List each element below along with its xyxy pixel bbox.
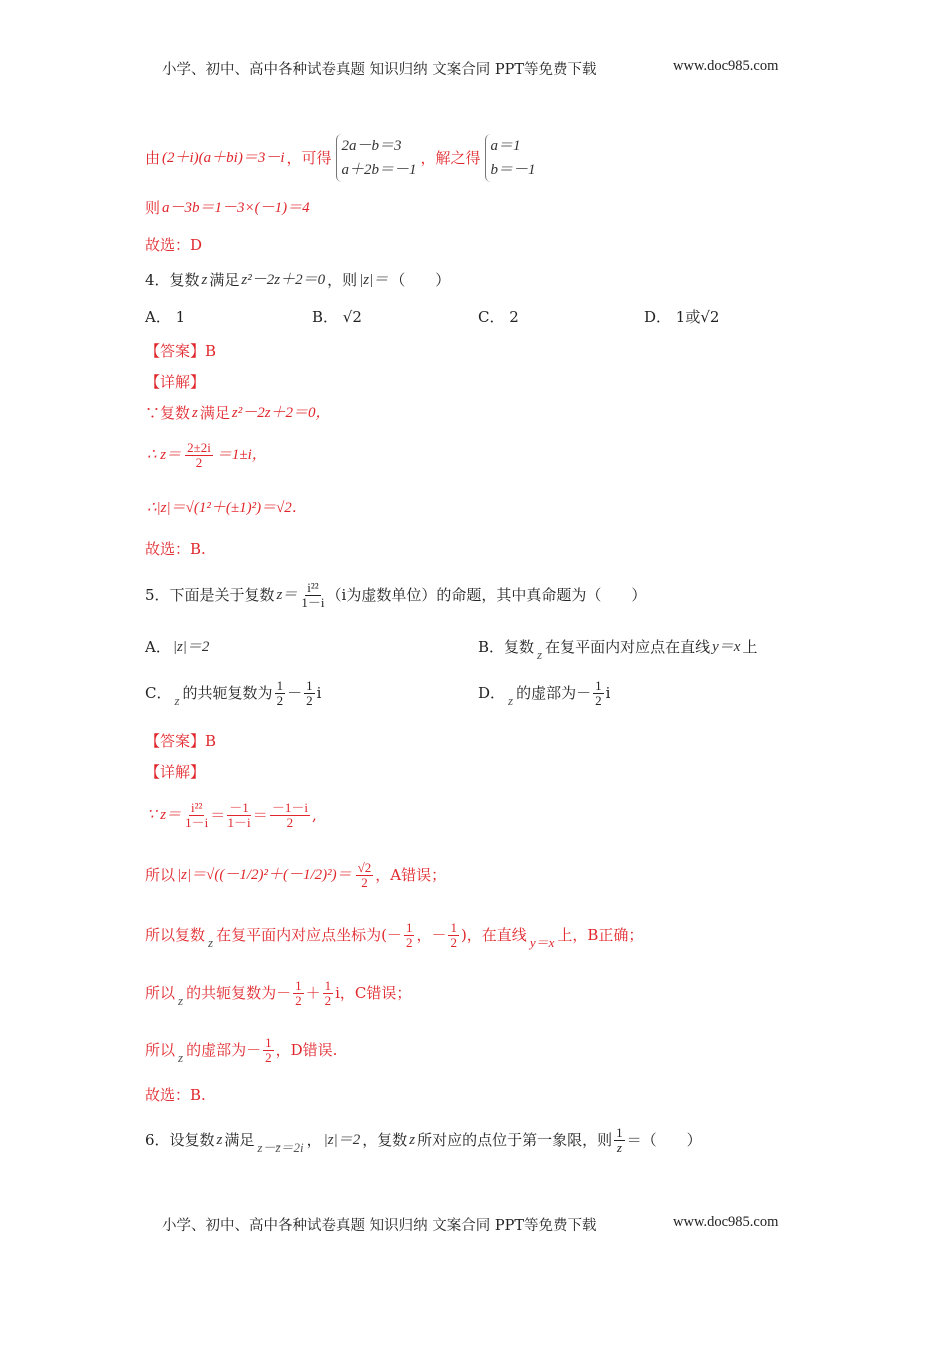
num: i²² [190, 799, 203, 815]
fraction [404, 921, 415, 950]
m: |z|＝2 [172, 639, 210, 655]
q4-option-c: C． 2 [478, 308, 519, 326]
m: |z|＝ [359, 272, 389, 288]
m: ∵ z＝ [147, 807, 182, 823]
t: ， [306, 1131, 322, 1149]
q5-pick: 故选：B. [145, 1086, 206, 1104]
footer-text: 小学、初中、高中各种试卷真题 知识归纳 文案合同 PPT等免费下载 [162, 1218, 597, 1234]
num: 1 [276, 677, 284, 693]
t: i [316, 684, 322, 702]
q5-option-b [478, 637, 758, 662]
t: 6．设复数 [145, 1131, 215, 1149]
m: ∴ z＝ [147, 447, 182, 463]
m: z [537, 647, 543, 662]
den: 2 [595, 692, 602, 708]
eq: a＋2b＝－1 [341, 162, 417, 178]
m: z [216, 1132, 223, 1148]
fraction [301, 581, 324, 610]
q4-answer: 【答案】B [145, 342, 217, 360]
t: － [287, 684, 303, 702]
num: －1－i [271, 799, 308, 815]
t: 的虚部为－ [186, 1041, 262, 1059]
den: 1－i [227, 814, 251, 830]
t: 满足 [209, 271, 240, 289]
t: D． [478, 684, 506, 702]
t: C． [145, 684, 172, 702]
q5-option-c [145, 677, 322, 708]
q5-step1: ∵ z＝ $\frac{\text{i²²}}{1-i}$ ＝ $\frac{-1}{1-i}$ ＝ $\frac{-1-i}{2}$ , [147, 799, 317, 830]
num: 1 [595, 677, 602, 693]
t: 所以复数 [145, 926, 206, 944]
den: 2 [265, 1049, 272, 1065]
q5-option-d [478, 677, 611, 708]
t: （i为虚数单位）的命题，其中真命题为（ ） [326, 586, 647, 604]
fraction [304, 679, 315, 708]
fraction [275, 679, 286, 708]
t: ＝（ ） [626, 1131, 702, 1149]
t: 所对应的点位于第一象限，则 [417, 1131, 613, 1149]
t: 的虚部为－ [516, 684, 592, 702]
q3-line1 [145, 138, 540, 178]
t: ，－ [416, 926, 447, 944]
eq: b＝－1 [490, 162, 536, 178]
q6-stem [145, 1124, 702, 1155]
q3-line2 [145, 198, 312, 218]
num: －1 [229, 799, 249, 815]
den: 2 [286, 814, 294, 830]
t: 在复平面内对应点在直线 [545, 638, 711, 656]
m: z [208, 935, 214, 950]
m: |z|＝√((－1/2)²＋(－1/2)²)＝ [177, 867, 352, 883]
fraction [614, 1126, 625, 1155]
q4-detail-label: 【详解】 [145, 373, 206, 391]
fraction [593, 679, 604, 708]
header-url[interactable]: www.doc985.com [673, 58, 779, 74]
q5-option-a [145, 637, 211, 657]
m: z [192, 405, 198, 421]
t: ，复数 [362, 1131, 408, 1149]
m: z [178, 1050, 184, 1065]
t: )，在直线 [460, 926, 527, 944]
den: 2 [361, 874, 368, 890]
fraction [227, 801, 251, 830]
m: ＝1±i， [216, 447, 267, 463]
m: z [508, 693, 514, 708]
t: i，C错误； [335, 984, 412, 1002]
q5-step5 [145, 1034, 338, 1065]
q4-pick: 故选：B. [145, 540, 206, 558]
t: ，A错误； [375, 866, 447, 884]
t: 所以 [145, 1041, 176, 1059]
den: 2 [324, 992, 332, 1008]
q4-step2 [145, 439, 269, 470]
q5-answer: 【答案】B [145, 732, 217, 750]
den: 2 [306, 692, 313, 708]
den: 2 [276, 692, 284, 708]
den: 1－i [185, 814, 209, 830]
t: 所以 [145, 866, 176, 884]
footer-url[interactable]: www.doc985.com [673, 1214, 779, 1230]
m: z [174, 693, 180, 708]
q5-stem [145, 579, 647, 610]
t: 所以 [145, 984, 176, 1002]
q5-step4 [145, 977, 412, 1008]
fraction [185, 801, 208, 830]
t: （ ） [390, 271, 451, 289]
q4-stem [145, 270, 450, 290]
m: z [409, 1132, 416, 1148]
num: 1 [306, 677, 313, 693]
eq: 2a－b＝3 [341, 138, 402, 154]
num: 1 [324, 977, 332, 993]
den: 2 [405, 934, 413, 950]
m: z²－2z＋2＝0 [241, 272, 326, 288]
m: z [178, 993, 184, 1008]
den: 2 [295, 992, 302, 1008]
text: 由 [145, 149, 161, 167]
fraction [185, 441, 213, 470]
q4-option-b: B． √2 [312, 308, 362, 326]
text: ，可得 [286, 149, 332, 167]
den: z [616, 1139, 622, 1155]
t: ＝ [252, 806, 268, 824]
m: z²－2z＋2＝0， [231, 405, 331, 421]
t: A． [145, 638, 171, 656]
num: 1 [265, 1034, 272, 1050]
fraction [356, 861, 374, 890]
num: 1 [616, 1124, 623, 1140]
t: 4．复数 [145, 271, 200, 289]
t: 的共轭复数为 [182, 684, 273, 702]
q5-step2 [145, 859, 447, 890]
fraction [263, 1036, 274, 1065]
t: 上，B正确； [557, 926, 644, 944]
q4-option-a: A． 1 [145, 308, 186, 326]
fraction [323, 979, 334, 1008]
m: z [201, 272, 208, 288]
math: (2＋i)(a＋bi)＝3－i [162, 150, 285, 166]
den: 2 [450, 934, 457, 950]
q3-pick: 故选：D [145, 236, 203, 254]
t: 5．下面是关于复数 [145, 586, 275, 604]
m: z－z̄＝2i [257, 1140, 304, 1155]
num: 1 [450, 919, 457, 935]
fraction [448, 921, 459, 950]
num: i²² [307, 579, 319, 595]
t: 满足 [224, 1131, 255, 1149]
t: 满足 [199, 404, 230, 422]
m: z＝ [276, 587, 298, 603]
den: 1－i [301, 594, 325, 610]
t: B．复数 [478, 638, 535, 656]
num: 1 [295, 977, 302, 993]
equation-system [336, 134, 417, 182]
fraction [270, 801, 310, 830]
m: y＝x [712, 639, 741, 655]
q5-detail-label: 【详解】 [145, 763, 206, 781]
t: ∵复数 [145, 404, 191, 422]
header-text: 小学、初中、高中各种试卷真题 知识归纳 文案合同 PPT等免费下载 [162, 62, 597, 78]
t: 的共轭复数为－ [186, 984, 292, 1002]
solution-system [485, 134, 536, 182]
q5-step3 [145, 919, 644, 950]
text: ，解之得 [420, 149, 481, 167]
m: ∴|z|＝√(1²＋(±1)²)＝√2． [147, 500, 307, 516]
m: |z|＝2 [323, 1132, 361, 1148]
t: 在复平面内对应点坐标为(－ [216, 926, 402, 944]
t: 上 [742, 638, 758, 656]
q4-step3 [145, 498, 309, 518]
num: √2 [357, 859, 372, 875]
t: ，D错误. [275, 1041, 338, 1059]
t: i [605, 684, 611, 702]
m: y＝x [529, 935, 555, 950]
num: 2±2i [187, 439, 211, 455]
t: ，则 [327, 271, 358, 289]
eq: a＝1 [490, 138, 521, 154]
q4-step1 [145, 403, 333, 423]
q4-option-d: D． 1或√2 [644, 308, 720, 326]
t: ＝ [210, 806, 226, 824]
text: 则 [145, 199, 161, 217]
t: ＋ [305, 984, 321, 1002]
num: 1 [405, 919, 413, 935]
fraction [293, 979, 304, 1008]
den: 2 [195, 454, 203, 470]
math: a－3b＝1－3×(－1)＝4 [162, 200, 310, 216]
